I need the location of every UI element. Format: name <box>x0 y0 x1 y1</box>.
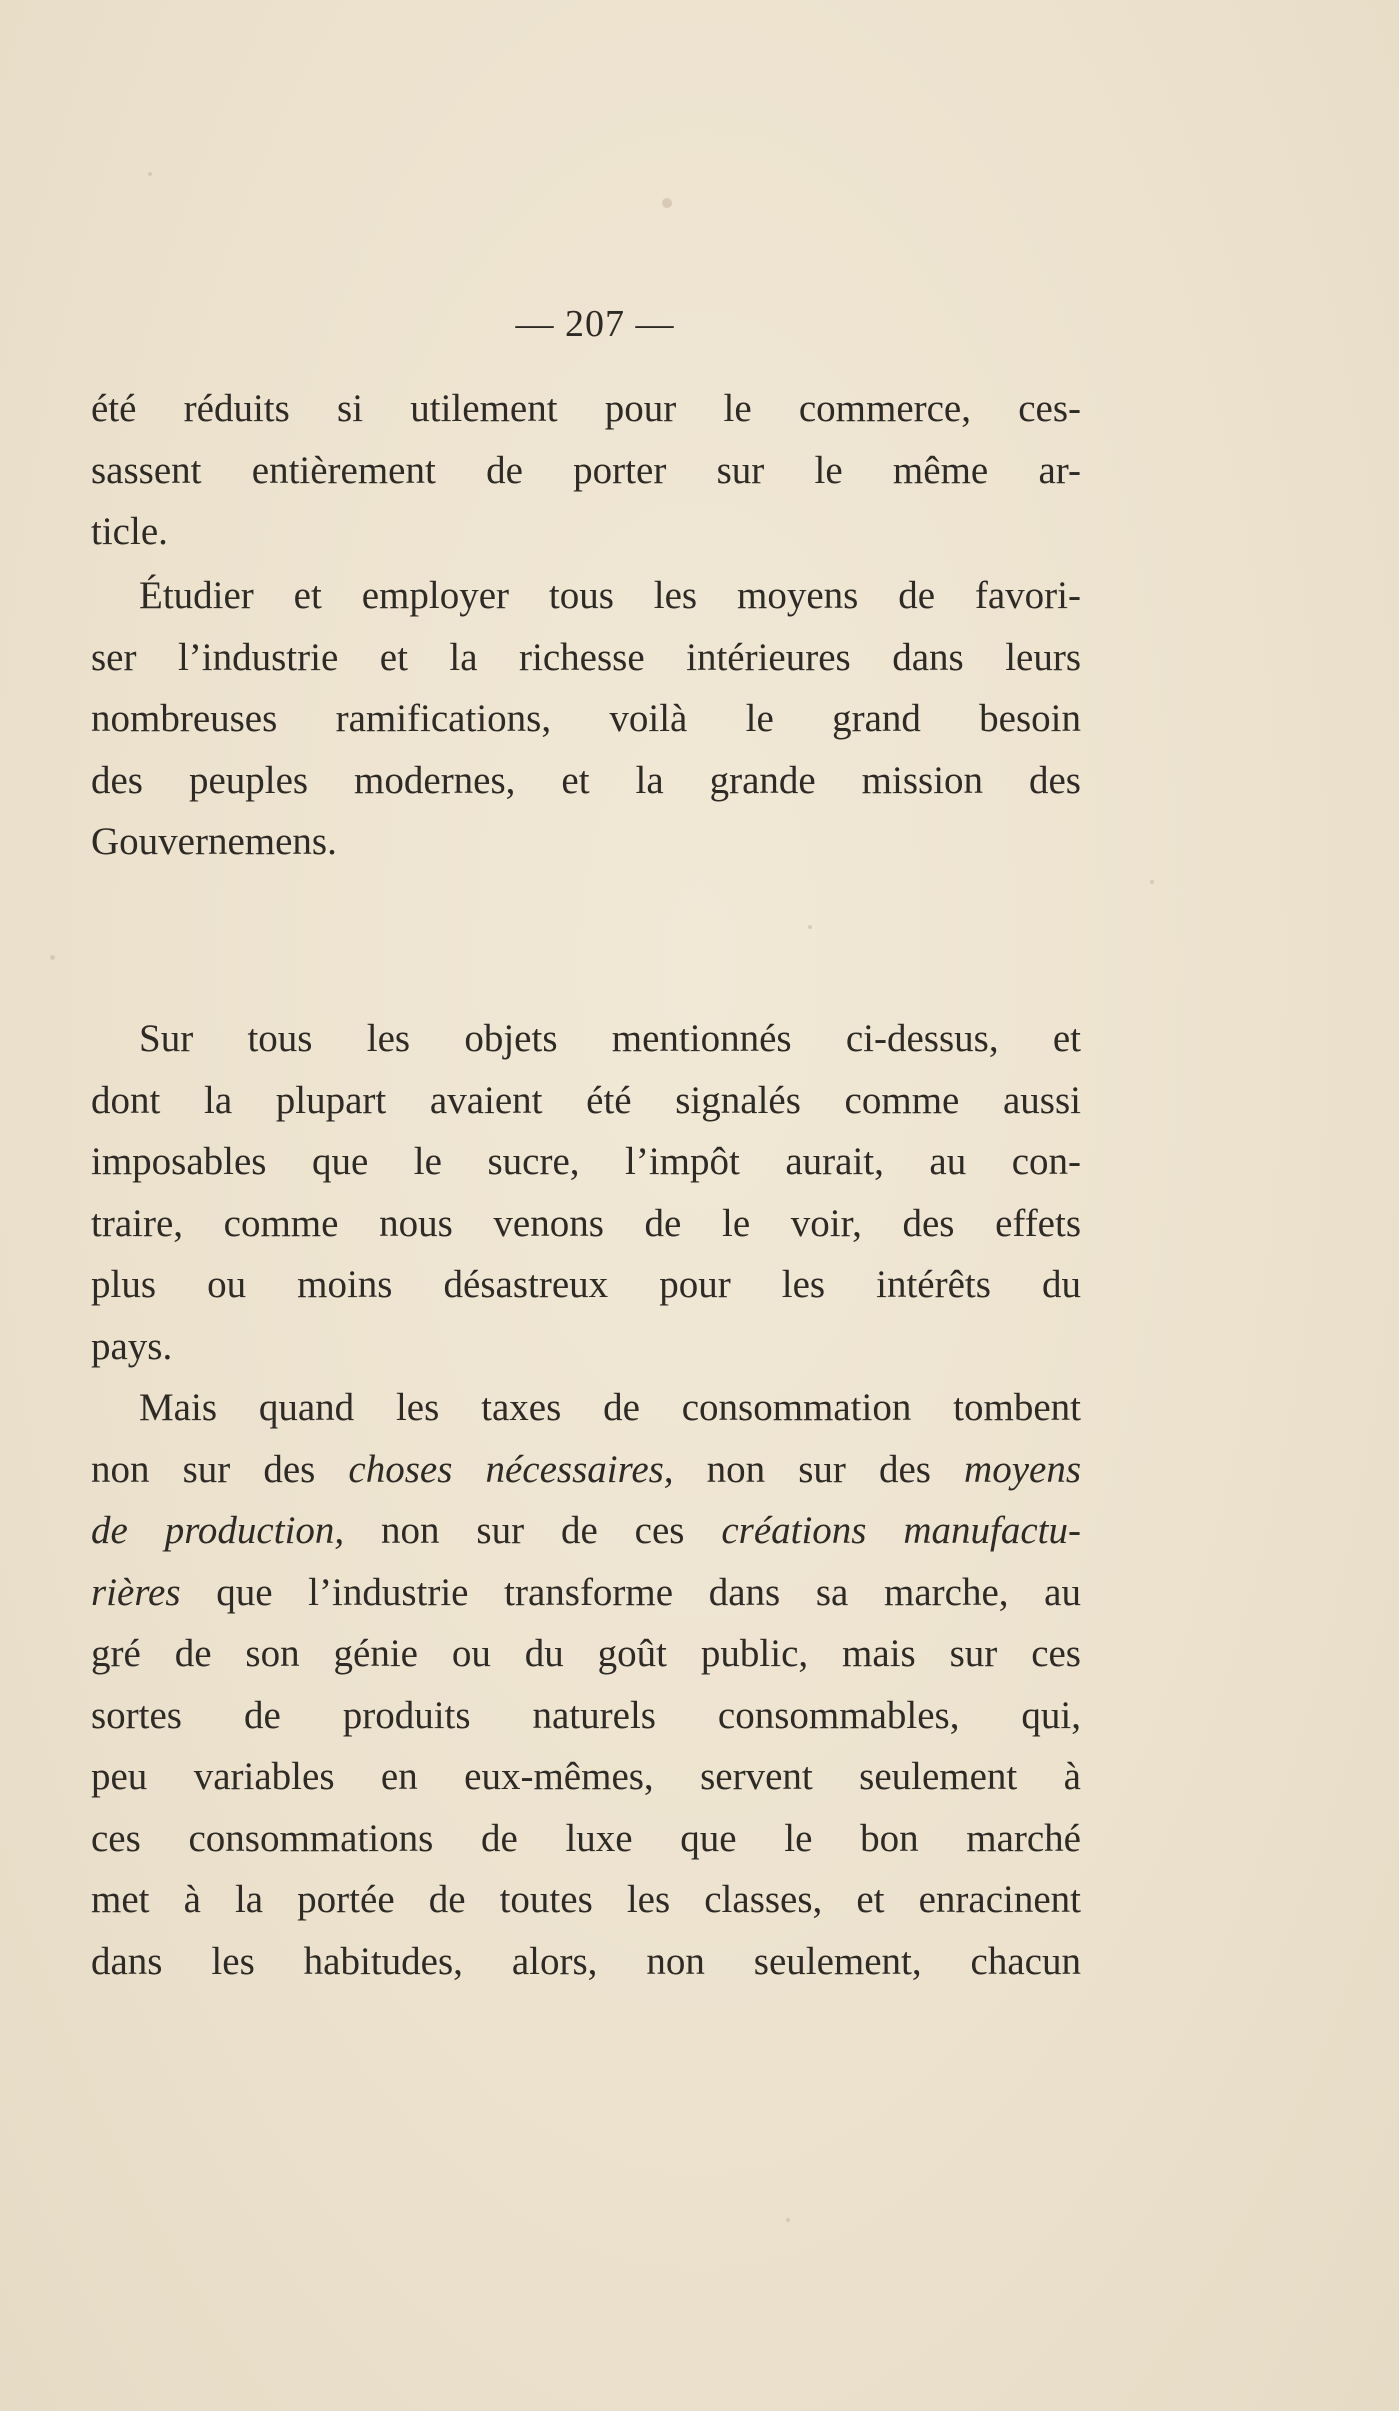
paper-speck <box>148 172 152 176</box>
text-line: nombreuses ramifications, voilà le grand besoin <box>91 697 1081 740</box>
text-line: pays. <box>91 1324 173 1368</box>
paper-speck <box>1150 880 1154 884</box>
text-line: dans les habitudes, alors, non seulement, chacun <box>91 1939 1081 1983</box>
text-line-mixed <box>91 1562 1081 1624</box>
page-number: — 207 — <box>515 303 675 345</box>
italic-run: choses nécessaires, <box>348 1447 674 1491</box>
text-line: Étudier et employer tous les moyens de favori- <box>139 574 1081 617</box>
text-line: sassent entièrement de porter sur le même ar- <box>91 448 1081 492</box>
text-line: ticle. <box>91 510 168 553</box>
paragraph <box>91 565 1081 873</box>
text-line: ser l’industrie et la richesse intérieures dans leurs <box>91 635 1081 679</box>
text-run: non sur des <box>91 1447 349 1491</box>
italic-run: créations manufactu- <box>721 1509 1081 1552</box>
text-line: des peuples modernes, et la grande mission des <box>91 758 1081 802</box>
text-line-mixed <box>91 1500 1081 1562</box>
paper-speck <box>50 955 55 960</box>
italic-run: de production, <box>91 1509 345 1552</box>
text-line: plus ou moins désastreux pour les intérêts du <box>91 1263 1081 1306</box>
paper-speck <box>662 198 672 208</box>
text-line: traire, comme nous venons de le voir, des effets <box>91 1201 1081 1245</box>
text-line: imposables que le sucre, l’impôt aurait, au con- <box>91 1140 1081 1183</box>
text-line: été réduits si utilement pour le commerce, ces- <box>91 387 1081 430</box>
paragraph <box>91 1377 1081 1992</box>
text-line: Mais quand les taxes de consommation tombent <box>139 1386 1081 1429</box>
text-line: Sur tous les objets mentionnés ci-dessus, et <box>139 1017 1081 1060</box>
text-line-mixed <box>91 1439 1081 1501</box>
italic-run: rières <box>91 1570 181 1614</box>
text-line: sortes de produits naturels consommables, qui, <box>91 1693 1081 1737</box>
text-run: non sur des <box>673 1447 965 1491</box>
paper-speck <box>786 2218 790 2222</box>
text-line: ces consommations de luxe que le bon marché <box>91 1816 1081 1860</box>
paragraph <box>91 378 1081 563</box>
italic-run: moyens <box>964 1447 1082 1491</box>
paragraph <box>91 1008 1081 1377</box>
text-run: que l’industrie transforme dans sa marche, au <box>180 1570 1081 1614</box>
text-line: gré de son génie ou du goût public, mais sur ces <box>91 1632 1081 1675</box>
text-run: non sur de ces <box>344 1509 722 1552</box>
text-line: peu variables en eux-mêmes, servent seulement à <box>91 1755 1081 1798</box>
text-line: dont la plupart avaient été signalés comme aussi <box>91 1078 1081 1122</box>
paper-speck <box>808 925 812 929</box>
text-line: met à la portée de toutes les classes, et enracinent <box>91 1878 1081 1921</box>
text-line: Gouvernemens. <box>91 820 337 863</box>
